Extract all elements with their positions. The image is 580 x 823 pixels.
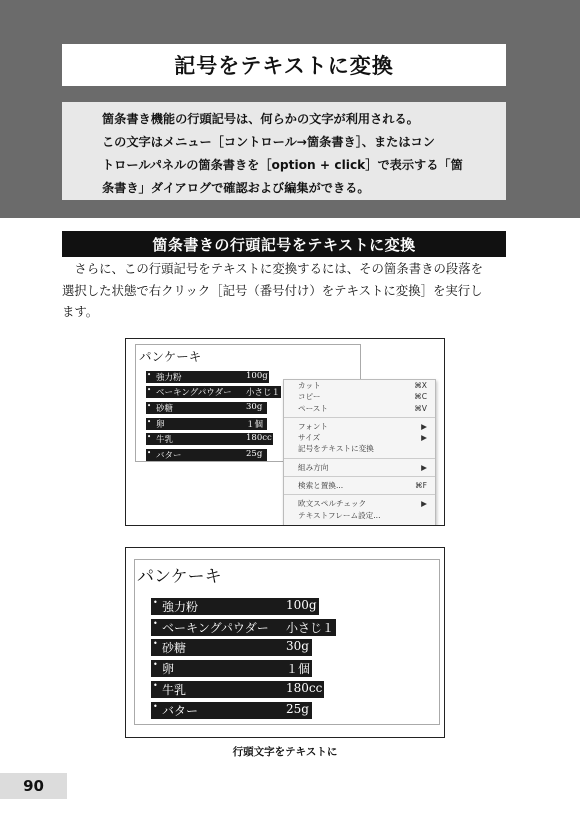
menu-separator bbox=[284, 458, 435, 459]
bullet-glyph: • bbox=[147, 448, 152, 457]
menu-item-shortcut: ⌘V bbox=[414, 403, 427, 413]
menu-item-label: 記号をテキストに変換 bbox=[298, 444, 374, 454]
highlighted-text bbox=[151, 702, 312, 719]
list-item bbox=[146, 400, 281, 416]
menu-separator bbox=[284, 417, 435, 418]
ingredient-qty: 小さじ１ bbox=[286, 620, 335, 635]
bullet-glyph: • bbox=[153, 701, 158, 711]
recipe-title: パンケーキ bbox=[137, 567, 222, 587]
menu-item[interactable] bbox=[284, 510, 435, 521]
menu-item-shortcut: ▶ bbox=[421, 499, 427, 509]
menu-item-label: サイズ bbox=[298, 433, 321, 443]
text-frame bbox=[134, 559, 440, 725]
body-paragraph bbox=[62, 258, 510, 323]
intro-line: この文字はメニュー［コントロール→箇条書き］、またはコン bbox=[102, 135, 435, 149]
bullet-glyph: • bbox=[153, 618, 158, 628]
menu-separator bbox=[284, 494, 435, 495]
ingredient-name: 強力粉 bbox=[162, 599, 199, 614]
menu-item-label: フォント bbox=[298, 421, 328, 431]
highlighted-text bbox=[146, 449, 267, 461]
menu-item[interactable] bbox=[284, 432, 435, 443]
ingredient-name: ベーキングパウダー bbox=[162, 620, 269, 635]
menu-item-label: 組み方向 bbox=[298, 462, 329, 472]
menu-item[interactable] bbox=[284, 391, 435, 402]
list-item bbox=[151, 596, 336, 617]
ingredient-name: 強力粉 bbox=[156, 372, 182, 383]
bullet-list bbox=[151, 596, 336, 721]
list-item bbox=[146, 431, 281, 447]
ingredient-name: 砂糖 bbox=[156, 403, 174, 414]
bullet-glyph: • bbox=[147, 401, 152, 410]
ingredient-qty: 25g bbox=[286, 701, 309, 716]
ingredient-name: バター bbox=[162, 703, 199, 718]
highlighted-text bbox=[146, 418, 267, 430]
ingredient-name: ベーキングパウダー bbox=[156, 388, 232, 399]
menu-item[interactable] bbox=[284, 498, 435, 509]
highlighted-text bbox=[151, 598, 319, 615]
ingredient-qty: 180cc bbox=[246, 433, 272, 444]
ingredient-name: バター bbox=[156, 450, 182, 461]
ingredient-name: 牛乳 bbox=[156, 435, 174, 446]
list-item bbox=[146, 385, 281, 401]
bullet-list bbox=[146, 369, 281, 463]
page-number: 90 bbox=[0, 773, 67, 799]
menu-item[interactable] bbox=[284, 380, 435, 391]
ingredient-qty: 180cc bbox=[286, 681, 323, 696]
intro-line: 条書き」ダイアログで確認および編集ができる。 bbox=[102, 181, 370, 195]
ingredient-qty: 小さじ１ bbox=[246, 388, 281, 399]
menu-item-label: 検索と置換... bbox=[298, 481, 344, 491]
menu-item[interactable] bbox=[284, 443, 435, 454]
bullet-glyph: • bbox=[153, 681, 158, 691]
body-line: ます。 bbox=[62, 304, 99, 319]
bullet-glyph: • bbox=[147, 386, 152, 395]
menu-item-label: コピー bbox=[298, 392, 321, 402]
highlighted-text bbox=[151, 619, 336, 636]
menu-item[interactable] bbox=[284, 480, 435, 491]
bullet-glyph: • bbox=[153, 639, 158, 649]
highlighted-text bbox=[146, 386, 281, 398]
list-item bbox=[151, 638, 336, 659]
recipe-title: パンケーキ bbox=[139, 349, 202, 364]
intro-box bbox=[62, 102, 506, 200]
menu-item-shortcut: ⌘X bbox=[414, 381, 427, 390]
page-title: 記号をテキストに変換 bbox=[62, 44, 506, 86]
highlighted-text bbox=[146, 371, 269, 383]
list-item bbox=[146, 416, 281, 432]
menu-item-shortcut: ⌘F bbox=[415, 481, 427, 491]
intro-line: 箇条書き機能の行頭記号は、何らかの文字が利用される。 bbox=[102, 112, 419, 126]
menu-item-shortcut: ▶ bbox=[421, 462, 427, 472]
menu-item-label: カット bbox=[298, 381, 321, 390]
figure-caption: 行頭文字をテキストに bbox=[232, 746, 338, 758]
menu-item[interactable] bbox=[284, 403, 435, 414]
ingredient-name: 砂糖 bbox=[162, 641, 187, 656]
menu-item[interactable] bbox=[284, 421, 435, 432]
menu-item-shortcut: ▶ bbox=[421, 433, 427, 443]
highlighted-text bbox=[146, 433, 273, 445]
ingredient-qty: 30g bbox=[286, 639, 309, 654]
intro-line: トロールパネルの箇条書きを［option + click］で表示する「箇 bbox=[102, 158, 463, 172]
highlighted-text bbox=[151, 681, 324, 698]
list-item bbox=[151, 658, 336, 679]
ingredient-qty: 100g bbox=[286, 597, 317, 612]
menu-item-label: テキストフレーム設定... bbox=[298, 510, 381, 520]
ingredient-name: 卵 bbox=[156, 419, 165, 430]
list-item bbox=[151, 617, 336, 638]
ingredient-qty: 100g bbox=[246, 370, 268, 381]
ingredient-qty: １個 bbox=[246, 419, 264, 430]
bullet-glyph: • bbox=[147, 370, 152, 379]
list-item bbox=[151, 700, 336, 721]
ingredient-name: 卵 bbox=[162, 662, 175, 677]
ingredient-qty: 25g bbox=[246, 448, 263, 459]
menu-item-label: ペースト bbox=[298, 403, 328, 413]
body-line: さらに、この行頭記号をテキストに変換するには、その箇条書きの段落を bbox=[62, 261, 484, 276]
ingredient-name: 牛乳 bbox=[162, 683, 187, 698]
ingredient-qty: １個 bbox=[286, 662, 311, 677]
body-line: 選択した状態で右クリック［記号（番号付け）をテキストに変換］を実行し bbox=[62, 282, 483, 298]
section-heading: 箇条書きの行頭記号をテキストに変換 bbox=[62, 231, 506, 257]
bullet-glyph: • bbox=[147, 433, 152, 442]
highlighted-text bbox=[146, 402, 267, 414]
menu-item-label: 欧文スペルチェック bbox=[298, 499, 367, 509]
menu-item[interactable] bbox=[284, 462, 435, 473]
context-menu bbox=[283, 379, 436, 526]
list-item bbox=[146, 369, 281, 385]
screenshot-result bbox=[125, 547, 445, 738]
ingredient-qty: 30g bbox=[246, 401, 263, 412]
bullet-glyph: • bbox=[153, 660, 158, 670]
menu-item-shortcut: ▶ bbox=[421, 421, 427, 431]
list-item bbox=[151, 679, 336, 700]
bullet-glyph: • bbox=[147, 417, 152, 426]
list-item bbox=[146, 447, 281, 463]
screenshot-context-menu bbox=[125, 338, 445, 526]
bullet-glyph: • bbox=[153, 597, 158, 607]
highlighted-text bbox=[151, 639, 312, 656]
menu-item-shortcut: ⌘C bbox=[414, 392, 427, 402]
highlighted-text bbox=[151, 660, 312, 677]
menu-separator bbox=[284, 476, 435, 477]
